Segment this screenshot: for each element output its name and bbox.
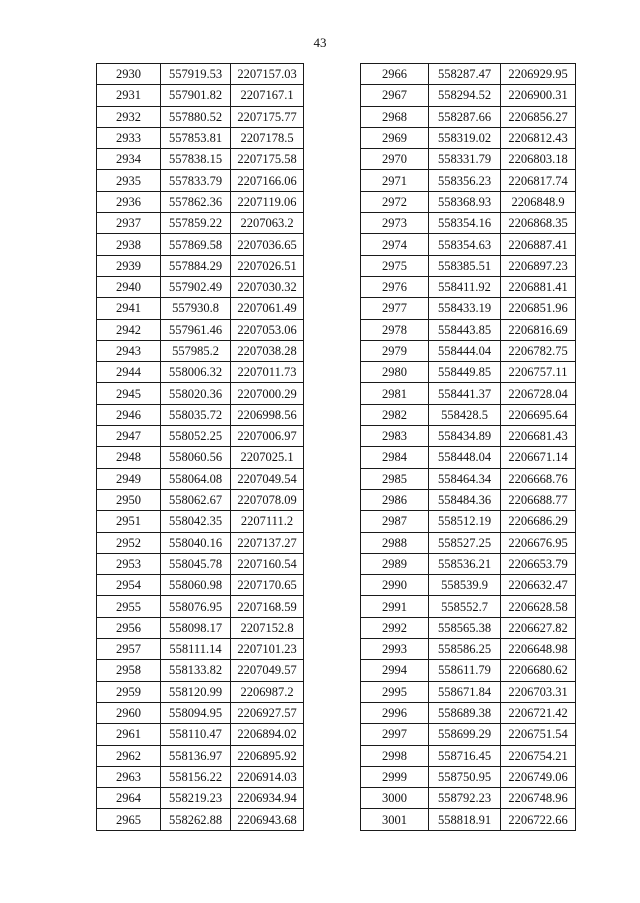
- table-row: [361, 766, 576, 787]
- point-number-cell: 2935: [97, 170, 161, 191]
- point-number-cell: 2953: [97, 553, 161, 574]
- point-number-cell: 2934: [97, 149, 161, 170]
- y-coordinate-cell: 2207063.2: [231, 213, 304, 234]
- point-number-cell: 2971: [361, 170, 429, 191]
- y-coordinate-cell: 2206934.94: [231, 788, 304, 809]
- y-coordinate-cell: 2207053.06: [231, 319, 304, 340]
- table-row: [361, 127, 576, 148]
- table-row: [97, 149, 304, 170]
- table-row: [361, 319, 576, 340]
- table-row: [97, 447, 304, 468]
- point-number-cell: 2986: [361, 489, 429, 510]
- x-coordinate-cell: 558287.47: [429, 64, 501, 85]
- y-coordinate-cell: 2206900.31: [501, 85, 576, 106]
- y-coordinate-cell: 2207006.97: [231, 426, 304, 447]
- x-coordinate-cell: 558062.67: [161, 489, 231, 510]
- table-row: [97, 724, 304, 745]
- x-coordinate-cell: 557862.36: [161, 191, 231, 212]
- table-row: [97, 383, 304, 404]
- point-number-cell: 2944: [97, 362, 161, 383]
- point-number-cell: 2942: [97, 319, 161, 340]
- table-row: [361, 511, 576, 532]
- point-number-cell: 2999: [361, 766, 429, 787]
- point-number-cell: 2972: [361, 191, 429, 212]
- point-number-cell: 2954: [97, 575, 161, 596]
- point-number-cell: 2961: [97, 724, 161, 745]
- x-coordinate-cell: 558076.95: [161, 596, 231, 617]
- x-coordinate-cell: 558464.34: [429, 468, 501, 489]
- y-coordinate-cell: 2207111.2: [231, 511, 304, 532]
- point-number-cell: 2976: [361, 276, 429, 297]
- table-row: [97, 362, 304, 383]
- point-number-cell: 2997: [361, 724, 429, 745]
- point-number-cell: 2963: [97, 766, 161, 787]
- table-row: [97, 745, 304, 766]
- point-number-cell: 2981: [361, 383, 429, 404]
- point-number-cell: 2964: [97, 788, 161, 809]
- point-number-cell: 2983: [361, 426, 429, 447]
- x-coordinate-cell: 558611.79: [429, 660, 501, 681]
- point-number-cell: 2996: [361, 702, 429, 723]
- x-coordinate-cell: 558219.23: [161, 788, 231, 809]
- x-coordinate-cell: 558064.08: [161, 468, 231, 489]
- y-coordinate-cell: 2206627.82: [501, 617, 576, 638]
- y-coordinate-cell: 2206927.57: [231, 702, 304, 723]
- x-coordinate-cell: 558294.52: [429, 85, 501, 106]
- x-coordinate-cell: 558565.38: [429, 617, 501, 638]
- point-number-cell: 2950: [97, 489, 161, 510]
- y-coordinate-cell: 2206817.74: [501, 170, 576, 191]
- y-coordinate-cell: 2207137.27: [231, 532, 304, 553]
- table-row: [97, 85, 304, 106]
- point-number-cell: 2974: [361, 234, 429, 255]
- table-row: [97, 255, 304, 276]
- table-row: [97, 489, 304, 510]
- y-coordinate-cell: 2207175.77: [231, 106, 304, 127]
- y-coordinate-cell: 2206648.98: [501, 639, 576, 660]
- point-number-cell: 2990: [361, 575, 429, 596]
- y-coordinate-cell: 2206894.02: [231, 724, 304, 745]
- x-coordinate-cell: 558060.56: [161, 447, 231, 468]
- table-row: [97, 809, 304, 830]
- table-row: [361, 106, 576, 127]
- y-coordinate-cell: 2206812.43: [501, 127, 576, 148]
- y-coordinate-cell: 2206757.11: [501, 362, 576, 383]
- point-number-cell: 2967: [361, 85, 429, 106]
- table-row: [97, 468, 304, 489]
- y-coordinate-cell: 2206628.58: [501, 596, 576, 617]
- table-row: [361, 660, 576, 681]
- y-coordinate-cell: 2207049.57: [231, 660, 304, 681]
- table-row: [97, 426, 304, 447]
- y-coordinate-cell: 2207011.73: [231, 362, 304, 383]
- point-number-cell: 2940: [97, 276, 161, 297]
- x-coordinate-cell: 558441.37: [429, 383, 501, 404]
- point-number-cell: 2957: [97, 639, 161, 660]
- x-coordinate-cell: 558433.19: [429, 298, 501, 319]
- x-coordinate-cell: 558443.85: [429, 319, 501, 340]
- point-number-cell: 2984: [361, 447, 429, 468]
- table-row: [361, 191, 576, 212]
- point-number-cell: 2932: [97, 106, 161, 127]
- point-number-cell: 2941: [97, 298, 161, 319]
- point-number-cell: 2958: [97, 660, 161, 681]
- table-row: [361, 468, 576, 489]
- point-number-cell: 2945: [97, 383, 161, 404]
- x-coordinate-cell: 557985.2: [161, 340, 231, 361]
- x-coordinate-cell: 558354.63: [429, 234, 501, 255]
- y-coordinate-cell: 2206914.03: [231, 766, 304, 787]
- y-coordinate-cell: 2207119.06: [231, 191, 304, 212]
- table-row: [361, 64, 576, 85]
- table-row: [361, 276, 576, 297]
- x-coordinate-cell: 558331.79: [429, 149, 501, 170]
- y-coordinate-cell: 2206856.27: [501, 106, 576, 127]
- x-coordinate-cell: 558527.25: [429, 532, 501, 553]
- point-number-cell: 2931: [97, 85, 161, 106]
- y-coordinate-cell: 2206703.31: [501, 681, 576, 702]
- y-coordinate-cell: 2207166.06: [231, 170, 304, 191]
- x-coordinate-cell: 558411.92: [429, 276, 501, 297]
- point-number-cell: 2973: [361, 213, 429, 234]
- table-row: [361, 234, 576, 255]
- table-row: [361, 255, 576, 276]
- y-coordinate-cell: 2207168.59: [231, 596, 304, 617]
- table-row: [97, 660, 304, 681]
- x-coordinate-cell: 558699.29: [429, 724, 501, 745]
- y-coordinate-cell: 2206728.04: [501, 383, 576, 404]
- point-number-cell: 2982: [361, 404, 429, 425]
- point-number-cell: 2946: [97, 404, 161, 425]
- y-coordinate-cell: 2206671.14: [501, 447, 576, 468]
- x-coordinate-cell: 558354.16: [429, 213, 501, 234]
- table-row: [361, 639, 576, 660]
- table-row: [97, 575, 304, 596]
- x-coordinate-cell: 557880.52: [161, 106, 231, 127]
- x-coordinate-cell: 558512.19: [429, 511, 501, 532]
- table-row: [97, 213, 304, 234]
- y-coordinate-cell: 2206868.35: [501, 213, 576, 234]
- table-row: [97, 276, 304, 297]
- table-row: [361, 788, 576, 809]
- table-row: [97, 681, 304, 702]
- table-row: [361, 298, 576, 319]
- table-row: [361, 702, 576, 723]
- point-number-cell: 2994: [361, 660, 429, 681]
- point-number-cell: 2948: [97, 447, 161, 468]
- point-number-cell: 2968: [361, 106, 429, 127]
- point-number-cell: 2943: [97, 340, 161, 361]
- point-number-cell: 2977: [361, 298, 429, 319]
- y-coordinate-cell: 2207167.1: [231, 85, 304, 106]
- x-coordinate-cell: 558716.45: [429, 745, 501, 766]
- x-coordinate-cell: 558133.82: [161, 660, 231, 681]
- table-row: [97, 788, 304, 809]
- point-number-cell: 2975: [361, 255, 429, 276]
- y-coordinate-cell: 2207170.65: [231, 575, 304, 596]
- table-row: [97, 170, 304, 191]
- point-number-cell: 2956: [97, 617, 161, 638]
- y-coordinate-cell: 2206668.76: [501, 468, 576, 489]
- table-row: [361, 213, 576, 234]
- table-row: [97, 319, 304, 340]
- table-row: [361, 532, 576, 553]
- table-row: [97, 511, 304, 532]
- y-coordinate-cell: 2206998.56: [231, 404, 304, 425]
- table-row: [97, 106, 304, 127]
- y-coordinate-cell: 2206749.06: [501, 766, 576, 787]
- y-coordinate-cell: 2206803.18: [501, 149, 576, 170]
- table-row: [361, 362, 576, 383]
- table-row: [361, 426, 576, 447]
- table-row: [361, 617, 576, 638]
- table-row: [361, 404, 576, 425]
- point-number-cell: 3001: [361, 809, 429, 830]
- table-row: [97, 298, 304, 319]
- y-coordinate-cell: 2206816.69: [501, 319, 576, 340]
- y-coordinate-cell: 2206695.64: [501, 404, 576, 425]
- x-coordinate-cell: 558356.23: [429, 170, 501, 191]
- table-row: [97, 340, 304, 361]
- x-coordinate-cell: 558448.04: [429, 447, 501, 468]
- x-coordinate-cell: 557869.58: [161, 234, 231, 255]
- x-coordinate-cell: 558035.72: [161, 404, 231, 425]
- x-coordinate-cell: 558060.98: [161, 575, 231, 596]
- y-coordinate-cell: 2207157.03: [231, 64, 304, 85]
- x-coordinate-cell: 557853.81: [161, 127, 231, 148]
- table-row: [361, 745, 576, 766]
- coordinates-table-left: [96, 63, 304, 831]
- table-row: [361, 383, 576, 404]
- x-coordinate-cell: 558792.23: [429, 788, 501, 809]
- y-coordinate-cell: 2207078.09: [231, 489, 304, 510]
- point-number-cell: 2951: [97, 511, 161, 532]
- x-coordinate-cell: 557838.15: [161, 149, 231, 170]
- point-number-cell: 3000: [361, 788, 429, 809]
- y-coordinate-cell: 2206653.79: [501, 553, 576, 574]
- x-coordinate-cell: 557833.79: [161, 170, 231, 191]
- table-row: [97, 617, 304, 638]
- x-coordinate-cell: 558385.51: [429, 255, 501, 276]
- table-row: [361, 596, 576, 617]
- y-coordinate-cell: 2207026.51: [231, 255, 304, 276]
- table-row: [361, 85, 576, 106]
- x-coordinate-cell: 558434.89: [429, 426, 501, 447]
- table-row: [361, 170, 576, 191]
- y-coordinate-cell: 2206782.75: [501, 340, 576, 361]
- table-row: [361, 809, 576, 830]
- point-number-cell: 2985: [361, 468, 429, 489]
- point-number-cell: 2980: [361, 362, 429, 383]
- point-number-cell: 2966: [361, 64, 429, 85]
- table-row: [361, 575, 576, 596]
- table-row: [97, 553, 304, 574]
- point-number-cell: 2937: [97, 213, 161, 234]
- table-row: [361, 681, 576, 702]
- y-coordinate-cell: 2207025.1: [231, 447, 304, 468]
- y-coordinate-cell: 2206987.2: [231, 681, 304, 702]
- point-number-cell: 2991: [361, 596, 429, 617]
- point-number-cell: 2930: [97, 64, 161, 85]
- point-number-cell: 2959: [97, 681, 161, 702]
- table-row: [361, 553, 576, 574]
- y-coordinate-cell: 2206688.77: [501, 489, 576, 510]
- y-coordinate-cell: 2206887.41: [501, 234, 576, 255]
- y-coordinate-cell: 2206751.54: [501, 724, 576, 745]
- point-number-cell: 2988: [361, 532, 429, 553]
- x-coordinate-cell: 558042.35: [161, 511, 231, 532]
- x-coordinate-cell: 558110.47: [161, 724, 231, 745]
- x-coordinate-cell: 558449.85: [429, 362, 501, 383]
- y-coordinate-cell: 2206754.21: [501, 745, 576, 766]
- y-coordinate-cell: 2207160.54: [231, 553, 304, 574]
- x-coordinate-cell: 558045.78: [161, 553, 231, 574]
- table-row: [97, 596, 304, 617]
- y-coordinate-cell: 2206851.96: [501, 298, 576, 319]
- coordinates-table-right: [360, 63, 576, 831]
- point-number-cell: 2933: [97, 127, 161, 148]
- x-coordinate-cell: 558136.97: [161, 745, 231, 766]
- table-row: [97, 127, 304, 148]
- point-number-cell: 2995: [361, 681, 429, 702]
- y-coordinate-cell: 2206722.66: [501, 809, 576, 830]
- x-coordinate-cell: 558020.36: [161, 383, 231, 404]
- x-coordinate-cell: 558052.25: [161, 426, 231, 447]
- y-coordinate-cell: 2206686.29: [501, 511, 576, 532]
- y-coordinate-cell: 2207000.29: [231, 383, 304, 404]
- x-coordinate-cell: 557902.49: [161, 276, 231, 297]
- point-number-cell: 2955: [97, 596, 161, 617]
- y-coordinate-cell: 2206680.62: [501, 660, 576, 681]
- x-coordinate-cell: 558319.02: [429, 127, 501, 148]
- x-coordinate-cell: 558750.95: [429, 766, 501, 787]
- x-coordinate-cell: 557961.46: [161, 319, 231, 340]
- point-number-cell: 2938: [97, 234, 161, 255]
- point-number-cell: 2998: [361, 745, 429, 766]
- x-coordinate-cell: 558262.88: [161, 809, 231, 830]
- point-number-cell: 2962: [97, 745, 161, 766]
- x-coordinate-cell: 557930.8: [161, 298, 231, 319]
- table-row: [361, 489, 576, 510]
- x-coordinate-cell: 558428.5: [429, 404, 501, 425]
- y-coordinate-cell: 2207101.23: [231, 639, 304, 660]
- table-row: [97, 532, 304, 553]
- table-row: [361, 340, 576, 361]
- y-coordinate-cell: 2206929.95: [501, 64, 576, 85]
- table-row: [97, 639, 304, 660]
- table-row: [97, 191, 304, 212]
- x-coordinate-cell: 558689.38: [429, 702, 501, 723]
- x-coordinate-cell: 558484.36: [429, 489, 501, 510]
- table-row: [361, 149, 576, 170]
- x-coordinate-cell: 558040.16: [161, 532, 231, 553]
- table-row: [97, 64, 304, 85]
- point-number-cell: 2970: [361, 149, 429, 170]
- y-coordinate-cell: 2206632.47: [501, 575, 576, 596]
- x-coordinate-cell: 558539.9: [429, 575, 501, 596]
- y-coordinate-cell: 2206848.9: [501, 191, 576, 212]
- table-row: [97, 404, 304, 425]
- point-number-cell: 2965: [97, 809, 161, 830]
- x-coordinate-cell: 558120.99: [161, 681, 231, 702]
- y-coordinate-cell: 2207178.5: [231, 127, 304, 148]
- point-number-cell: 2949: [97, 468, 161, 489]
- x-coordinate-cell: 558111.14: [161, 639, 231, 660]
- x-coordinate-cell: 557884.29: [161, 255, 231, 276]
- point-number-cell: 2992: [361, 617, 429, 638]
- x-coordinate-cell: 557859.22: [161, 213, 231, 234]
- y-coordinate-cell: 2207036.65: [231, 234, 304, 255]
- x-coordinate-cell: 558671.84: [429, 681, 501, 702]
- y-coordinate-cell: 2206676.95: [501, 532, 576, 553]
- y-coordinate-cell: 2207152.8: [231, 617, 304, 638]
- y-coordinate-cell: 2206897.23: [501, 255, 576, 276]
- point-number-cell: 2969: [361, 127, 429, 148]
- point-number-cell: 2993: [361, 639, 429, 660]
- x-coordinate-cell: 557919.53: [161, 64, 231, 85]
- y-coordinate-cell: 2206895.92: [231, 745, 304, 766]
- table-row: [97, 234, 304, 255]
- x-coordinate-cell: 558098.17: [161, 617, 231, 638]
- table-row: [361, 447, 576, 468]
- x-coordinate-cell: 558552.7: [429, 596, 501, 617]
- point-number-cell: 2947: [97, 426, 161, 447]
- x-coordinate-cell: 558006.32: [161, 362, 231, 383]
- y-coordinate-cell: 2207049.54: [231, 468, 304, 489]
- x-coordinate-cell: 558586.25: [429, 639, 501, 660]
- x-coordinate-cell: 558094.95: [161, 702, 231, 723]
- y-coordinate-cell: 2207175.58: [231, 149, 304, 170]
- y-coordinate-cell: 2206943.68: [231, 809, 304, 830]
- point-number-cell: 2960: [97, 702, 161, 723]
- page-number: 43: [313, 35, 327, 50]
- y-coordinate-cell: 2206721.42: [501, 702, 576, 723]
- x-coordinate-cell: 558536.21: [429, 553, 501, 574]
- y-coordinate-cell: 2207038.28: [231, 340, 304, 361]
- x-coordinate-cell: 558156.22: [161, 766, 231, 787]
- y-coordinate-cell: 2207061.49: [231, 298, 304, 319]
- y-coordinate-cell: 2206681.43: [501, 426, 576, 447]
- y-coordinate-cell: 2207030.32: [231, 276, 304, 297]
- point-number-cell: 2979: [361, 340, 429, 361]
- point-number-cell: 2989: [361, 553, 429, 574]
- point-number-cell: 2978: [361, 319, 429, 340]
- point-number-cell: 2987: [361, 511, 429, 532]
- x-coordinate-cell: 557901.82: [161, 85, 231, 106]
- y-coordinate-cell: 2206748.96: [501, 788, 576, 809]
- x-coordinate-cell: 558444.04: [429, 340, 501, 361]
- y-coordinate-cell: 2206881.41: [501, 276, 576, 297]
- x-coordinate-cell: 558818.91: [429, 809, 501, 830]
- point-number-cell: 2936: [97, 191, 161, 212]
- table-row: [97, 766, 304, 787]
- table-row: [361, 724, 576, 745]
- point-number-cell: 2939: [97, 255, 161, 276]
- point-number-cell: 2952: [97, 532, 161, 553]
- x-coordinate-cell: 558368.93: [429, 191, 501, 212]
- table-row: [97, 702, 304, 723]
- x-coordinate-cell: 558287.66: [429, 106, 501, 127]
